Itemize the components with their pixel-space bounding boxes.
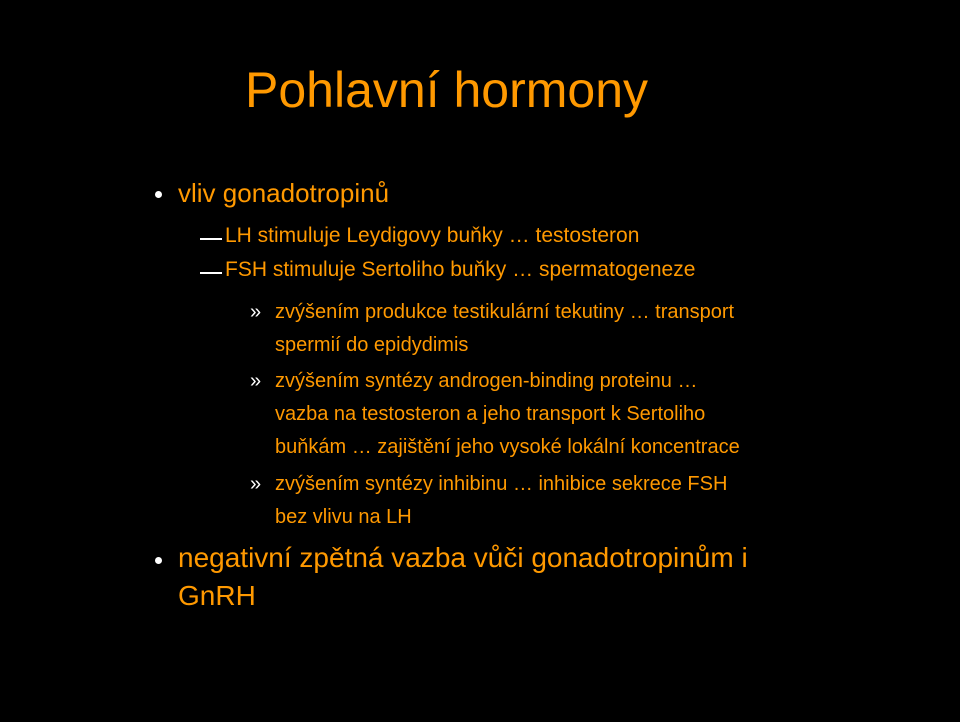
item-abp-line3: buňkám … zajištění jeho vysoké lokální koncentrace xyxy=(275,436,740,458)
raquo-marker-3: » xyxy=(250,473,262,495)
raquo-marker-1: » xyxy=(250,301,262,323)
raquo-marker-2: » xyxy=(250,370,262,392)
item-produkce-line2: spermií do epidydimis xyxy=(275,334,469,356)
item-inhibin-line2: bez vlivu na LH xyxy=(275,506,412,528)
item-produkce-line1: zvýšením produkce testikulární tekutiny … transport xyxy=(275,301,735,323)
sub-lh: LH stimuluje Leydigovy buňky … testosteron xyxy=(225,224,640,247)
item-inhibin-line1: zvýšením syntézy inhibinu … inhibice sekrece FSH xyxy=(275,473,728,495)
bullet-dot-2 xyxy=(155,557,162,564)
slide-title: Pohlavní hormony xyxy=(245,62,649,118)
dash-marker-2 xyxy=(200,272,222,274)
bullet-negativni-line2: GnRH xyxy=(178,580,256,611)
bullet-dot-1 xyxy=(155,191,162,198)
sub-fsh: FSH stimuluje Sertoliho buňky … spermatogeneze xyxy=(225,258,696,281)
bullet-vliv-gonadotropinu: vliv gonadotropinů xyxy=(178,178,390,208)
dash-marker-1 xyxy=(200,238,222,240)
item-abp-line2: vazba na testosteron a jeho transport k Sertoliho xyxy=(275,403,706,425)
item-abp-line1: zvýšením syntézy androgen-binding proteinu … xyxy=(275,370,698,392)
bullet-negativni-line1: negativní zpětná vazba vůči gonadotropinům i xyxy=(178,542,748,573)
